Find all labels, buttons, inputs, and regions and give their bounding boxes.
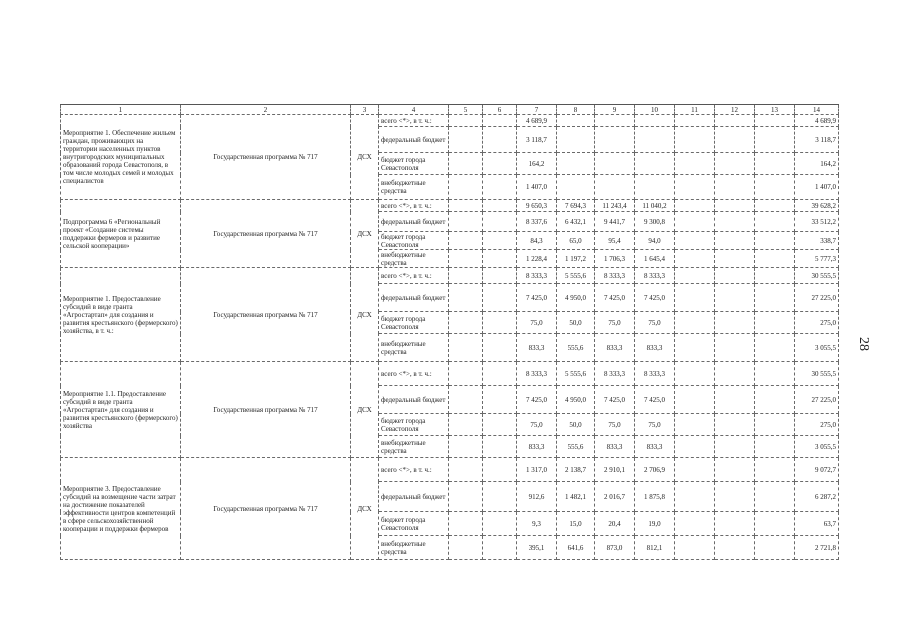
- cell-col13: [755, 312, 795, 334]
- funding-source: бюджет города Севастополя: [379, 153, 449, 175]
- cell-col11: [675, 127, 715, 153]
- cell-col11: [675, 458, 715, 482]
- funding-source: федеральный бюджет: [379, 284, 449, 312]
- cell-col8: [557, 153, 595, 175]
- cell-col14-total: 27 225,0: [795, 284, 839, 312]
- cell-col8: 15,0: [557, 512, 595, 536]
- cell-col6: [483, 334, 517, 362]
- cell-col5: [449, 153, 483, 175]
- cell-col7: 8 333,3: [517, 268, 557, 284]
- cell-col5: [449, 362, 483, 386]
- cell-col12: [715, 127, 755, 153]
- cell-col14-total: 39 628,2: [795, 200, 839, 212]
- cell-col9: 1 706,3: [595, 250, 635, 268]
- cell-col5: [449, 512, 483, 536]
- cell-col11: [675, 334, 715, 362]
- cell-col12: [715, 536, 755, 560]
- cell-col11: [675, 512, 715, 536]
- cell-col14-total: 9 072,7: [795, 458, 839, 482]
- cell-col14-total: 6 287,2: [795, 482, 839, 512]
- cell-col6: [483, 312, 517, 334]
- measure-title: Мероприятие 1.1. Предоставление субсидий в виде гранта «Агростартап» для создания и развития крестьянского (фермерского) хозяйства: [61, 362, 181, 458]
- funding-source: бюджет города Севастополя: [379, 512, 449, 536]
- cell-col14-total: 338,7: [795, 232, 839, 250]
- cell-col8: 641,6: [557, 536, 595, 560]
- cell-col14-total: 30 555,5: [795, 268, 839, 284]
- measure-title: Мероприятие 1. Предоставление субсидий в виде гранта «Агростартап» для создания и развития крестьянского (фермерского) хозяйства, в т. ч.:: [61, 268, 181, 362]
- cell-col14-total: 3 055,5: [795, 334, 839, 362]
- cell-col10: [635, 127, 675, 153]
- cell-col10: 75,0: [635, 414, 675, 436]
- cell-col7: 8 333,3: [517, 362, 557, 386]
- cell-col5: [449, 284, 483, 312]
- funding-source: бюджет города Севастополя: [379, 414, 449, 436]
- cell-col7: 833,3: [517, 436, 557, 458]
- cell-col6: [483, 250, 517, 268]
- col-number: 6: [483, 105, 517, 115]
- cell-col12: [715, 512, 755, 536]
- cell-col10: [635, 175, 675, 200]
- cell-col6: [483, 115, 517, 127]
- col-number: 13: [755, 105, 795, 115]
- cell-col12: [715, 153, 755, 175]
- budget-table: [60, 104, 839, 560]
- cell-col9: 75,0: [595, 312, 635, 334]
- cell-col11: [675, 482, 715, 512]
- cell-col12: [715, 334, 755, 362]
- cell-col8: 7 694,3: [557, 200, 595, 212]
- cell-col5: [449, 200, 483, 212]
- column-number-row: [61, 105, 839, 115]
- cell-col7: 395,1: [517, 536, 557, 560]
- cell-col8: 65,0: [557, 232, 595, 250]
- cell-col10: 75,0: [635, 312, 675, 334]
- cell-col11: [675, 212, 715, 232]
- cell-col6: [483, 153, 517, 175]
- cell-col11: [675, 536, 715, 560]
- cell-col7: 1 228,4: [517, 250, 557, 268]
- cell-col12: [715, 312, 755, 334]
- cell-col11: [675, 232, 715, 250]
- cell-col9: 833,3: [595, 436, 635, 458]
- funding-source: всего <*>, в т. ч.:: [379, 200, 449, 212]
- cell-col10: 833,3: [635, 334, 675, 362]
- cell-col9: 95,4: [595, 232, 635, 250]
- table-row: [61, 458, 839, 482]
- cell-col10: 19,0: [635, 512, 675, 536]
- cell-col13: [755, 334, 795, 362]
- cell-col5: [449, 436, 483, 458]
- cell-col6: [483, 458, 517, 482]
- cell-col10: [635, 153, 675, 175]
- cell-col7: 912,6: [517, 482, 557, 512]
- table-row: [61, 115, 839, 127]
- funding-source: внебюджетные средства: [379, 536, 449, 560]
- col-number: 4: [379, 105, 449, 115]
- funding-source: всего <*>, в т. ч.:: [379, 115, 449, 127]
- cell-col11: [675, 200, 715, 212]
- cell-col12: [715, 268, 755, 284]
- cell-col7: 1 317,0: [517, 458, 557, 482]
- cell-col9: 2 016,7: [595, 482, 635, 512]
- table-row: [61, 268, 839, 284]
- cell-col5: [449, 312, 483, 334]
- cell-col6: [483, 362, 517, 386]
- cell-col8: 5 555,6: [557, 362, 595, 386]
- cell-col13: [755, 212, 795, 232]
- cell-col14-total: 33 512,2: [795, 212, 839, 232]
- col-number: 9: [595, 105, 635, 115]
- cell-col8: 1 197,2: [557, 250, 595, 268]
- cell-col13: [755, 250, 795, 268]
- cell-col8: 50,0: [557, 414, 595, 436]
- funding-source: федеральный бюджет: [379, 127, 449, 153]
- cell-col14-total: 2 721,8: [795, 536, 839, 560]
- cell-col9: 11 243,4: [595, 200, 635, 212]
- cell-col9: 2 910,1: [595, 458, 635, 482]
- funding-source: федеральный бюджет: [379, 482, 449, 512]
- funding-source: внебюджетные средства: [379, 436, 449, 458]
- cell-col13: [755, 200, 795, 212]
- cell-col5: [449, 212, 483, 232]
- cell-col10: 94,0: [635, 232, 675, 250]
- cell-col14-total: 164,2: [795, 153, 839, 175]
- table-row: [61, 200, 839, 212]
- cell-col5: [449, 127, 483, 153]
- cell-col9: 8 333,3: [595, 268, 635, 284]
- cell-col14-total: 63,7: [795, 512, 839, 536]
- page-number: 28: [856, 337, 871, 351]
- funding-source: внебюджетные средства: [379, 250, 449, 268]
- cell-col8: [557, 127, 595, 153]
- col-number: 10: [635, 105, 675, 115]
- funding-source: всего <*>, в т. ч.:: [379, 268, 449, 284]
- col-number: 5: [449, 105, 483, 115]
- cell-col8: 50,0: [557, 312, 595, 334]
- cell-col12: [715, 250, 755, 268]
- cell-col6: [483, 127, 517, 153]
- cell-col7: 164,2: [517, 153, 557, 175]
- cell-col14-total: 275,0: [795, 312, 839, 334]
- cell-col5: [449, 414, 483, 436]
- funding-source: внебюджетные средства: [379, 175, 449, 200]
- cell-col7: 4 689,9: [517, 115, 557, 127]
- funding-source: бюджет города Севастополя: [379, 312, 449, 334]
- executor: ДСХ: [351, 458, 379, 560]
- cell-col6: [483, 512, 517, 536]
- executor: ДСХ: [351, 268, 379, 362]
- cell-col10: 1 875,8: [635, 482, 675, 512]
- cell-col5: [449, 482, 483, 512]
- cell-col6: [483, 482, 517, 512]
- cell-col12: [715, 212, 755, 232]
- cell-col12: [715, 284, 755, 312]
- cell-col12: [715, 458, 755, 482]
- cell-col11: [675, 386, 715, 414]
- cell-col9: 7 425,0: [595, 284, 635, 312]
- cell-col10: 1 645,4: [635, 250, 675, 268]
- cell-col10: [635, 115, 675, 127]
- cell-col5: [449, 250, 483, 268]
- cell-col8: [557, 175, 595, 200]
- cell-col6: [483, 200, 517, 212]
- cell-col5: [449, 175, 483, 200]
- col-number: 14: [795, 105, 839, 115]
- measure-title: Мероприятие 3. Предоставление субсидий на возмещение части затрат на достижение показателей эффективности центров компетенций в сфере сельскохозяйственной кооперации и поддержки фермеров: [61, 458, 181, 560]
- cell-col8: 6 432,1: [557, 212, 595, 232]
- executor: ДСХ: [351, 115, 379, 200]
- program-name: Государственная программа № 717: [181, 458, 351, 560]
- cell-col13: [755, 414, 795, 436]
- cell-col11: [675, 115, 715, 127]
- cell-col13: [755, 127, 795, 153]
- cell-col5: [449, 458, 483, 482]
- cell-col14-total: 5 777,3: [795, 250, 839, 268]
- cell-col7: 9,3: [517, 512, 557, 536]
- funding-source: бюджет города Севастополя: [379, 232, 449, 250]
- cell-col13: [755, 232, 795, 250]
- cell-col6: [483, 284, 517, 312]
- cell-col9: 8 333,3: [595, 362, 635, 386]
- cell-col12: [715, 414, 755, 436]
- cell-col7: 833,3: [517, 334, 557, 362]
- cell-col14-total: 30 555,5: [795, 362, 839, 386]
- col-number: 3: [351, 105, 379, 115]
- cell-col11: [675, 268, 715, 284]
- cell-col11: [675, 436, 715, 458]
- cell-col7: 75,0: [517, 414, 557, 436]
- cell-col9: 833,3: [595, 334, 635, 362]
- cell-col13: [755, 362, 795, 386]
- cell-col12: [715, 482, 755, 512]
- col-number: 11: [675, 105, 715, 115]
- cell-col11: [675, 284, 715, 312]
- cell-col12: [715, 200, 755, 212]
- cell-col9: 7 425,0: [595, 386, 635, 414]
- cell-col11: [675, 312, 715, 334]
- cell-col9: 9 441,7: [595, 212, 635, 232]
- col-number: 7: [517, 105, 557, 115]
- measure-title: Мероприятие 1. Обеспечение жильем граждан, проживающих на территории населенных пунктов внутригородских муниципальных образований города Севастополя, в том числе молодых семей и молодых специалистов: [61, 115, 181, 200]
- cell-col13: [755, 268, 795, 284]
- cell-col6: [483, 268, 517, 284]
- col-number: 1: [61, 105, 181, 115]
- cell-col13: [755, 175, 795, 200]
- cell-col5: [449, 268, 483, 284]
- cell-col8: 5 555,6: [557, 268, 595, 284]
- cell-col10: 8 333,3: [635, 362, 675, 386]
- cell-col9: 20,4: [595, 512, 635, 536]
- cell-col11: [675, 250, 715, 268]
- cell-col12: [715, 175, 755, 200]
- cell-col5: [449, 386, 483, 414]
- cell-col8: [557, 115, 595, 127]
- cell-col5: [449, 334, 483, 362]
- cell-col13: [755, 512, 795, 536]
- cell-col7: 9 650,3: [517, 200, 557, 212]
- cell-col8: 555,6: [557, 436, 595, 458]
- cell-col10: 833,3: [635, 436, 675, 458]
- cell-col11: [675, 362, 715, 386]
- cell-col8: 555,6: [557, 334, 595, 362]
- cell-col9: [595, 127, 635, 153]
- cell-col6: [483, 232, 517, 250]
- cell-col14-total: 275,0: [795, 414, 839, 436]
- funding-source: федеральный бюджет: [379, 386, 449, 414]
- program-name: Государственная программа № 717: [181, 268, 351, 362]
- cell-col8: 4 950,0: [557, 386, 595, 414]
- col-number: 12: [715, 105, 755, 115]
- cell-col13: [755, 153, 795, 175]
- cell-col12: [715, 436, 755, 458]
- cell-col7: 7 425,0: [517, 284, 557, 312]
- cell-col13: [755, 284, 795, 312]
- cell-col9: [595, 175, 635, 200]
- funding-source: всего <*>, в т. ч.:: [379, 362, 449, 386]
- cell-col6: [483, 536, 517, 560]
- cell-col14-total: 3 055,5: [795, 436, 839, 458]
- cell-col10: 11 040,2: [635, 200, 675, 212]
- cell-col9: [595, 153, 635, 175]
- cell-col8: 2 138,7: [557, 458, 595, 482]
- cell-col14-total: 27 225,0: [795, 386, 839, 414]
- program-name: Государственная программа № 717: [181, 115, 351, 200]
- funding-source: федеральный бюджет: [379, 212, 449, 232]
- cell-col6: [483, 212, 517, 232]
- cell-col12: [715, 232, 755, 250]
- cell-col5: [449, 536, 483, 560]
- cell-col13: [755, 436, 795, 458]
- table-row: [61, 362, 839, 386]
- cell-col10: 812,1: [635, 536, 675, 560]
- col-number: 8: [557, 105, 595, 115]
- cell-col8: 4 950,0: [557, 284, 595, 312]
- executor: ДСХ: [351, 200, 379, 268]
- cell-col6: [483, 175, 517, 200]
- cell-col13: [755, 386, 795, 414]
- cell-col7: 84,3: [517, 232, 557, 250]
- cell-col10: 2 706,9: [635, 458, 675, 482]
- cell-col7: 75,0: [517, 312, 557, 334]
- cell-col9: 75,0: [595, 414, 635, 436]
- cell-col7: 3 118,7: [517, 127, 557, 153]
- cell-col12: [715, 362, 755, 386]
- cell-col14-total: 1 407,0: [795, 175, 839, 200]
- cell-col7: 7 425,0: [517, 386, 557, 414]
- cell-col9: 873,0: [595, 536, 635, 560]
- col-number: 2: [181, 105, 351, 115]
- cell-col10: 7 425,0: [635, 284, 675, 312]
- executor: ДСХ: [351, 362, 379, 458]
- cell-col13: [755, 482, 795, 512]
- funding-source: внебюджетные средства: [379, 334, 449, 362]
- cell-col9: [595, 115, 635, 127]
- cell-col11: [675, 414, 715, 436]
- cell-col6: [483, 414, 517, 436]
- cell-col14-total: 4 689,9: [795, 115, 839, 127]
- cell-col10: 8 333,3: [635, 268, 675, 284]
- cell-col8: 1 482,1: [557, 482, 595, 512]
- cell-col10: 9 300,8: [635, 212, 675, 232]
- cell-col7: 1 407,0: [517, 175, 557, 200]
- funding-source: всего <*>, в т. ч.:: [379, 458, 449, 482]
- cell-col14-total: 3 118,7: [795, 127, 839, 153]
- cell-col12: [715, 115, 755, 127]
- cell-col5: [449, 115, 483, 127]
- cell-col6: [483, 436, 517, 458]
- cell-col13: [755, 536, 795, 560]
- measure-title: Подпрограмма 6 «Региональный проект «Создание системы поддержки фермеров и развитие сельской кооперации»: [61, 200, 181, 268]
- cell-col10: 7 425,0: [635, 386, 675, 414]
- cell-col6: [483, 386, 517, 414]
- cell-col5: [449, 232, 483, 250]
- cell-col13: [755, 115, 795, 127]
- program-name: Государственная программа № 717: [181, 362, 351, 458]
- cell-col11: [675, 175, 715, 200]
- cell-col7: 8 337,6: [517, 212, 557, 232]
- cell-col13: [755, 458, 795, 482]
- program-name: Государственная программа № 717: [181, 200, 351, 268]
- cell-col12: [715, 386, 755, 414]
- cell-col11: [675, 153, 715, 175]
